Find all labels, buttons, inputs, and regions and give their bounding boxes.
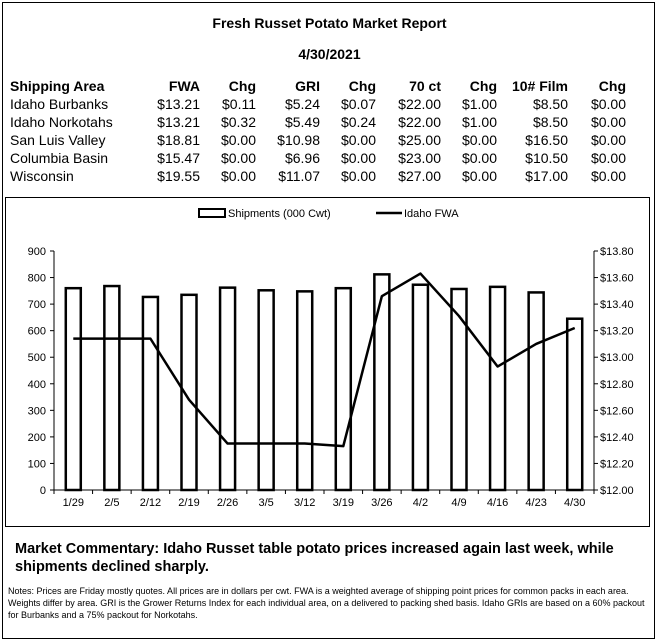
cell-area: Wisconsin xyxy=(10,168,74,184)
x-tick-label: 4/30 xyxy=(564,497,586,509)
cell-fwa-chg: $0.00 xyxy=(220,168,256,184)
cell-area: Idaho Burbanks xyxy=(10,96,109,112)
y-right-tick-label: $13.20 xyxy=(600,325,634,338)
cell-fwa-chg: $0.00 xyxy=(220,132,256,148)
cell-10-film: $10.50 xyxy=(525,150,568,166)
y-right-tick-label: $13.40 xyxy=(600,299,634,312)
cell-area: Idaho Norkotahs xyxy=(10,114,113,130)
y-right-tick-label: $12.00 xyxy=(600,485,634,497)
cell-70ct-chg: $0.00 xyxy=(461,168,497,184)
shipment-bar xyxy=(104,286,119,490)
x-tick-label: 3/26 xyxy=(371,497,393,509)
cell-70ct: $27.00 xyxy=(398,168,441,184)
header-10-film: 10# Film xyxy=(511,78,568,94)
cell-gri-chg: $0.07 xyxy=(340,96,376,112)
shipment-bar xyxy=(529,292,544,490)
header-gri: GRI xyxy=(295,78,320,94)
cell-gri: $5.49 xyxy=(284,114,320,130)
y-right-tick-label: $13.60 xyxy=(600,272,634,285)
cell-10-film: $16.50 xyxy=(525,132,568,148)
cell-10-film: $8.50 xyxy=(532,96,568,112)
cell-fwa-chg: $0.00 xyxy=(220,150,256,166)
cell-gri: $5.24 xyxy=(284,96,320,112)
cell-70ct-chg: $1.00 xyxy=(461,96,497,112)
shipment-bar xyxy=(374,274,389,490)
cell-fwa: $13.21 xyxy=(157,114,200,130)
shipment-bar xyxy=(413,285,428,490)
y-right-tick-label: $12.60 xyxy=(600,405,634,418)
cell-10-film: $8.50 xyxy=(532,114,568,130)
shipment-bar xyxy=(143,297,158,490)
x-tick-label: 2/26 xyxy=(216,497,239,509)
cell-70ct: $22.00 xyxy=(398,114,441,130)
legend-label-fwa: Idaho FWA xyxy=(404,208,459,220)
market-commentary: Market Commentary: Idaho Russet table potato prices increased again last week, while shipments declined sharply. xyxy=(15,541,614,575)
report-title: Fresh Russet Potato Market Report xyxy=(212,15,447,31)
x-tick-label: 3/19 xyxy=(332,497,354,509)
shipment-bar xyxy=(297,291,312,490)
shipment-bar xyxy=(220,288,235,490)
y-right-tick-label: $13.00 xyxy=(600,352,634,365)
cell-70ct-chg: $0.00 xyxy=(461,132,497,148)
cell-70ct-chg: $1.00 xyxy=(461,114,497,130)
legend-label-shipments: Shipments (000 Cwt) xyxy=(228,208,331,220)
x-tick-label: 2/19 xyxy=(178,497,200,509)
cell-area: Columbia Basin xyxy=(10,150,109,166)
shipment-bar xyxy=(567,319,582,490)
cell-gri-chg: $0.00 xyxy=(340,132,376,148)
y-left-tick-label: 500 xyxy=(27,352,46,365)
y-left-tick-label: 200 xyxy=(27,431,46,444)
header-70ct: 70 ct xyxy=(409,78,441,94)
y-left-tick-label: 0 xyxy=(39,485,46,497)
x-tick-label: 4/2 xyxy=(412,497,429,509)
y-left-tick-label: 400 xyxy=(27,378,46,391)
y-right-tick-label: $12.40 xyxy=(600,431,634,444)
cell-70ct-chg: $0.00 xyxy=(461,150,497,166)
cell-70ct: $22.00 xyxy=(398,96,441,112)
y-left-tick-label: 600 xyxy=(27,325,46,338)
cell-gri: $11.07 xyxy=(278,168,320,184)
shipment-bar xyxy=(66,288,81,490)
cell-fwa: $15.47 xyxy=(157,150,200,166)
header-fwa-chg: Chg xyxy=(228,78,256,94)
cell-10-film-chg: $0.00 xyxy=(590,114,626,130)
cell-10-film-chg: $0.00 xyxy=(590,96,626,112)
legend-swatch-shipments xyxy=(199,209,225,217)
x-tick-label: 1/29 xyxy=(62,497,84,509)
x-tick-label: 4/9 xyxy=(451,497,467,509)
x-tick-label: 3/12 xyxy=(294,497,316,509)
cell-gri: $6.96 xyxy=(284,150,320,166)
shipment-bar xyxy=(259,290,274,490)
header-gri-chg: Chg xyxy=(348,78,376,94)
y-right-tick-label: $12.20 xyxy=(600,458,634,471)
y-right-tick-label: $13.80 xyxy=(600,246,634,258)
header-70ct-chg: Chg xyxy=(469,78,497,94)
cell-10-film-chg: $0.00 xyxy=(590,168,626,184)
cell-fwa-chg: $0.11 xyxy=(222,96,256,112)
x-tick-label: 2/12 xyxy=(139,497,162,509)
y-right-tick-label: $12.80 xyxy=(600,378,634,391)
y-left-tick-label: 300 xyxy=(27,405,46,418)
report-date: 4/30/2021 xyxy=(298,46,361,62)
cell-10-film: $17.00 xyxy=(525,168,568,184)
shipment-bar xyxy=(452,289,467,490)
y-left-tick-label: 800 xyxy=(27,272,46,285)
header-fwa: FWA xyxy=(168,78,200,94)
cell-gri-chg: $0.00 xyxy=(340,168,376,184)
x-tick-label: 2/5 xyxy=(104,497,120,509)
x-tick-label: 3/5 xyxy=(258,497,274,509)
y-left-tick-label: 100 xyxy=(27,458,46,471)
cell-fwa: $18.81 xyxy=(157,132,200,148)
shipment-bar xyxy=(490,287,505,490)
header-shipping-area: Shipping Area xyxy=(10,78,105,94)
cell-fwa: $13.21 xyxy=(157,96,200,112)
cell-gri: $10.98 xyxy=(277,132,320,148)
y-left-tick-label: 900 xyxy=(27,246,46,258)
notes: Notes: Prices are Friday mostly quotes. All prices are in dollars per cwt. FWA is a weighted average of shipping point prices for common packs in each area. Weights differ by area. GRI is the Grower Returns Index for each individual area, on a delivered to packing shed basis. Idaho GRIs are based on a 60% packout for Burbanks and a 75% packout for Norkotahs. xyxy=(8,586,645,620)
y-left-tick-label: 700 xyxy=(27,299,46,312)
cell-fwa: $19.55 xyxy=(157,168,200,184)
header-10-film-chg: Chg xyxy=(598,78,626,94)
cell-fwa-chg: $0.32 xyxy=(220,114,256,130)
cell-10-film-chg: $0.00 xyxy=(590,150,626,166)
cell-area: San Luis Valley xyxy=(10,132,106,148)
x-tick-label: 4/16 xyxy=(486,497,509,509)
cell-70ct: $25.00 xyxy=(398,132,441,148)
x-tick-label: 4/23 xyxy=(525,497,547,509)
cell-70ct: $23.00 xyxy=(398,150,441,166)
shipment-bar xyxy=(336,288,351,490)
cell-10-film-chg: $0.00 xyxy=(590,132,626,148)
cell-gri-chg: $0.00 xyxy=(340,150,376,166)
cell-gri-chg: $0.24 xyxy=(340,114,376,130)
